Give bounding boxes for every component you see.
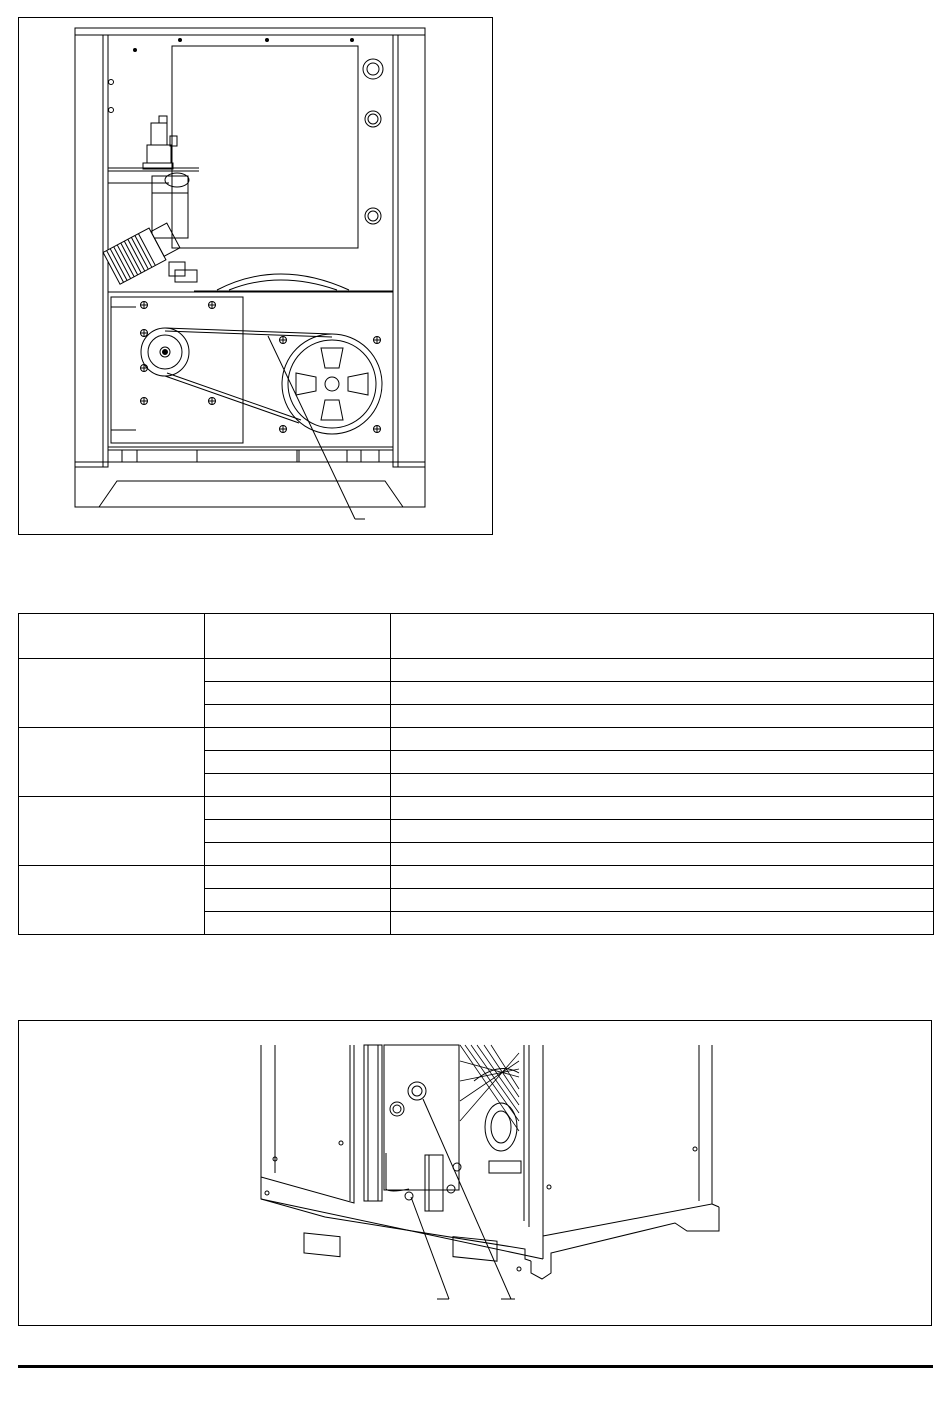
table-row (19, 797, 934, 820)
table-cell (391, 843, 934, 866)
spec-table (18, 613, 934, 935)
drain-view-drawing (19, 1021, 931, 1325)
table-cell (391, 682, 934, 705)
table-cell (391, 751, 934, 774)
belt-drive-drawing (19, 18, 492, 534)
table-cell (205, 820, 391, 843)
group-label-cell (19, 866, 205, 935)
table-cell (205, 889, 391, 912)
table-cell (205, 843, 391, 866)
table-cell (391, 912, 934, 935)
table-header-row (19, 614, 934, 659)
table-row (19, 728, 934, 751)
footer-rule (18, 1365, 933, 1368)
table-header-cell (19, 614, 205, 659)
table-cell (205, 866, 391, 889)
table-cell (205, 659, 391, 682)
table-cell (205, 797, 391, 820)
figure-belt-drive (18, 17, 493, 535)
table-cell (391, 889, 934, 912)
table-cell (205, 705, 391, 728)
table-cell (391, 728, 934, 751)
table-cell (205, 751, 391, 774)
table-cell (391, 774, 934, 797)
group-label-cell (19, 659, 205, 728)
table-cell (391, 797, 934, 820)
group-label-cell (19, 797, 205, 866)
table-row (19, 659, 934, 682)
table-cell (391, 659, 934, 682)
table-cell (391, 866, 934, 889)
table-header-cell (391, 614, 934, 659)
table-row (19, 866, 934, 889)
table-cell (391, 820, 934, 843)
table-cell (205, 682, 391, 705)
table-cell (205, 728, 391, 751)
figure-drain-view (18, 1020, 932, 1326)
group-label-cell (19, 728, 205, 797)
table-cell (205, 912, 391, 935)
table-cell (391, 705, 934, 728)
table-header-cell (205, 614, 391, 659)
table-cell (205, 774, 391, 797)
